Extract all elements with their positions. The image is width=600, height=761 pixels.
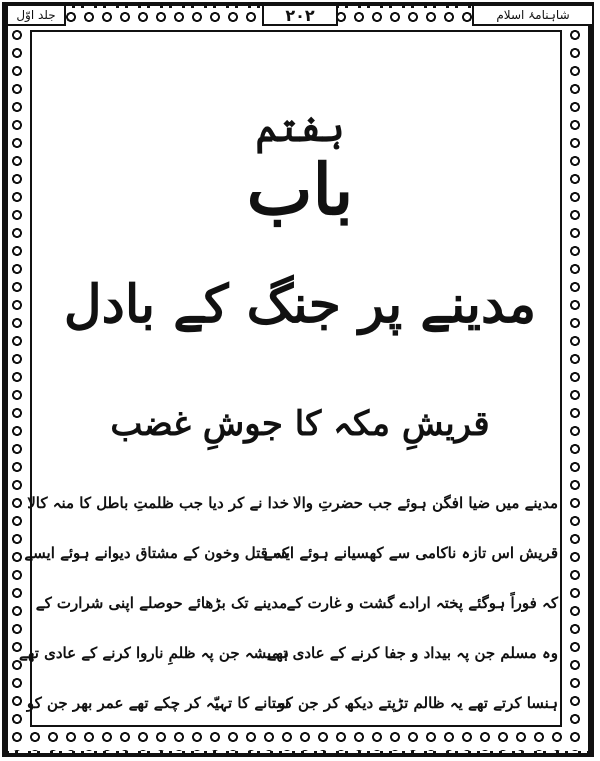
verse-first-line: کہ فوراً ہوگئے پختہ ارادے گشت و غارت کے — [286, 594, 558, 612]
verse-first-line: مدینے میں ضیا افگن ہوئے جب حضرتِ والا — [293, 494, 558, 512]
verse — [34, 578, 558, 628]
verse — [24, 528, 558, 578]
page-number: ۲۰۲ — [262, 4, 338, 26]
verse — [18, 628, 558, 678]
verse — [26, 678, 558, 728]
series-title: شاہنامۂ اسلام — [472, 4, 594, 26]
verse-second-line: کہ قتل وخون کے مشتاق دیوانے ہوئے ایسے — [24, 544, 289, 562]
chapter-ordinal: ہفتم — [255, 105, 345, 150]
volume-label: جلد اوّل — [6, 4, 66, 26]
verse-second-line: ستانے کا تہیّہ کر چکے تھے عمر بھر جن کو — [26, 694, 289, 712]
verse-first-line: وہ مسلم جن پہ بیداد و جفا کرنے کے عادی تھے — [267, 644, 558, 662]
verse-second-line: مدینے تک بڑھائے حوصلے اپنی شرارت کے — [35, 594, 288, 612]
chapter-title: مدینے پر جنگ کے بادل — [63, 274, 537, 335]
chapter-heading: باب — [246, 148, 354, 231]
section-title: قریشِ مکہ کا جوشِ غضب — [110, 404, 490, 444]
verse-first-line: ہنسا کرتے تھے یہ ظالم تڑپتے دیکھ کر جن کو — [277, 694, 558, 712]
poem — [18, 478, 558, 728]
verse — [27, 478, 558, 528]
verse-second-line: خدا نے کر دیا جب ظلمتِ باطل کا منہ کالا — [27, 494, 289, 512]
verse-first-line: قریش اس تازہ ناکامی سے کھسیانے ہوئے ایسے — [263, 544, 558, 562]
verse-second-line: ہمیشہ جن پہ ظلمِ ناروا کرنے کے عادی تھے — [18, 644, 289, 662]
